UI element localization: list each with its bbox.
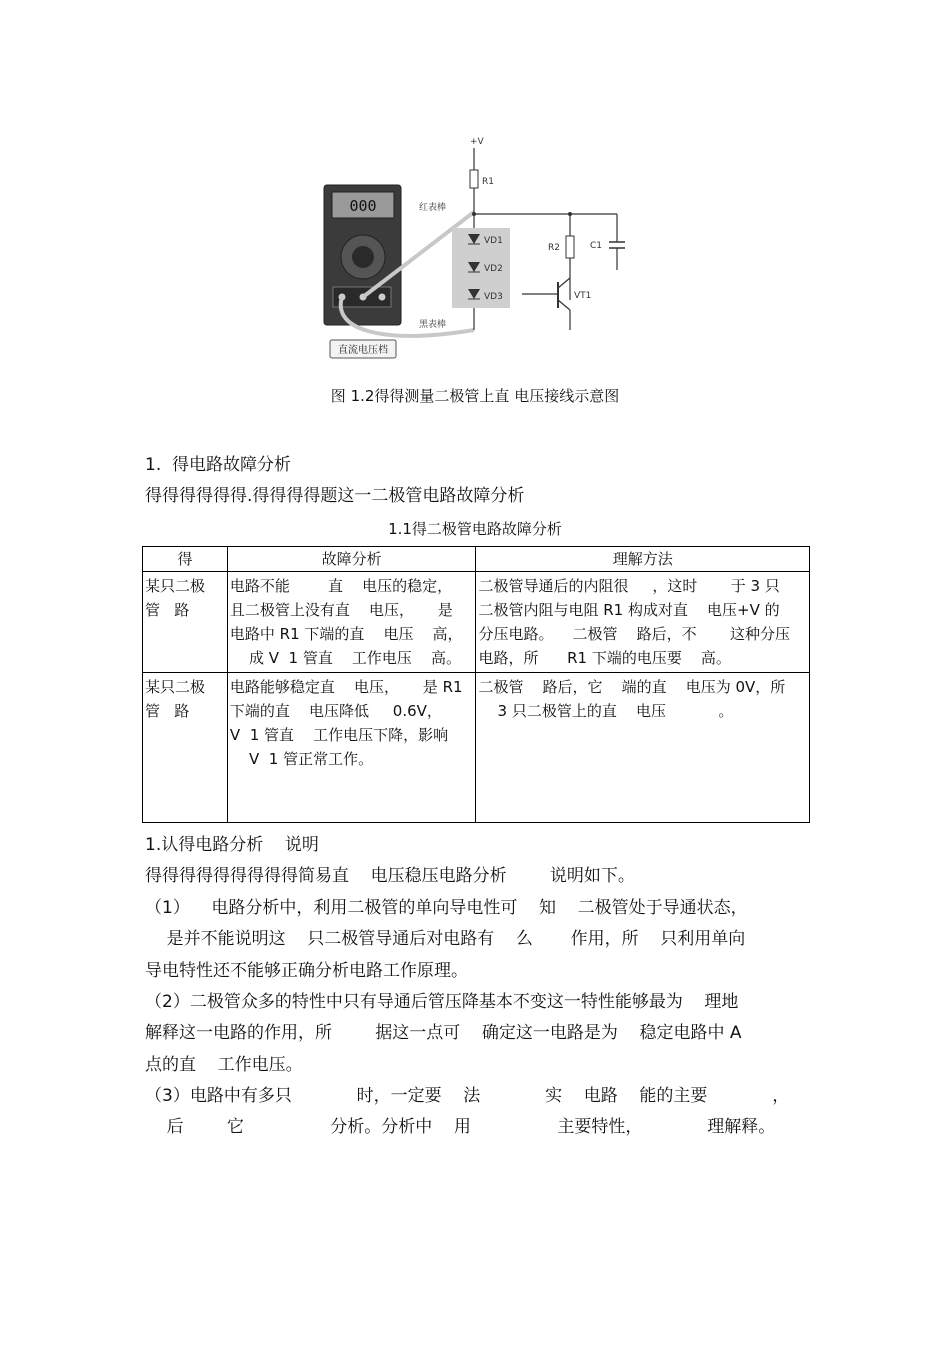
svg-text:VD2: VD2 (484, 264, 503, 274)
section1-heading: 1. 得电路故障分析 (145, 455, 292, 475)
svg-text:VD1: VD1 (484, 236, 503, 246)
paragraph-2-line-3: 点的直 工作电压。 (145, 1055, 303, 1075)
figure-caption: 图 1.2得得测量二极管上直 电压接线示意图 (330, 387, 620, 405)
paragraph-2-line-1: （2）二极管众多的特性中只有导通后管压降基本不变这一特性能够最为 理地 (145, 992, 739, 1012)
paragraph-1-line-2: 是并不能说明这 只二极管导通后对电路有 么 作用，所 只利用单向 (145, 929, 746, 949)
capacitor-c1-label: C1 (590, 241, 603, 251)
paragraph-3-line-2: 后 它 分析。分析中 用 主要特性， 理解释。 (145, 1117, 776, 1137)
fault-analysis-table (142, 546, 810, 823)
table-header-cell: 故障分析 (227, 547, 476, 572)
resistor-r1 (470, 170, 478, 188)
table-cell: 电路能够稳定直 电压， 是 R1 下端的直 电压降低 0.6V， V 1 管直 工作电压下降，影响 V 1 管正常工作。 (227, 673, 476, 823)
paragraph-1-line-3: 导电特性还不能够正确分析电路工作原理。 (145, 961, 468, 981)
meter-display-value: 000 (349, 197, 377, 215)
table-cell: 某只二极 管 路 (143, 673, 228, 823)
svg-text:直流电压档: 直流电压档 (338, 345, 388, 356)
transistor-vt1-label: VT1 (574, 291, 592, 301)
table-cell: 二极管导通后的内阻很 ，这时 于 3 只 二极管内阻与电阻 R1 构成对直 电压+V 的 分压电路。 二极管 路后，不 这种分压 电路，所 R1 下端的电压要 高。 (476, 572, 810, 673)
svg-text:R1: R1 (482, 177, 494, 187)
red-probe-label: 红表棒 (419, 203, 447, 213)
black-probe-label: 黑表棒 (419, 320, 447, 330)
circuit-diagram (322, 130, 637, 365)
table-cell: 某只二极 管 路 (143, 572, 228, 673)
circuit-figure (322, 130, 637, 365)
section1-intro: 得得得得得得.得得得得题这一二极管电路故障分析 (145, 486, 525, 506)
table-header-cell: 理解方法 (476, 547, 810, 572)
section2-intro: 得得得得得得得得得简易直 电压稳压电路分析 说明如下。 (145, 866, 635, 886)
svg-text:VD3: VD3 (484, 292, 503, 302)
table-header-cell: 得 (143, 547, 228, 572)
table-title: 1.1得二极管电路故障分析 (388, 520, 562, 538)
table-cell: 二极管 路后，它 端的直 电压为 0V，所 3 只二极管上的直 电压 。 (476, 673, 810, 823)
paragraph-1-line-1: （1） 电路分析中，利用二极管的单向导电性可 知 二极管处于导通状态， (145, 898, 748, 918)
table-row (143, 673, 810, 823)
resistor-r2 (566, 236, 574, 258)
paragraph-3-line-1: （3）电路中有多只 时，一定要 法 实 电路 能的主要 ， (145, 1086, 790, 1106)
voltage-label: +V (470, 137, 484, 147)
section2-heading: 1.认得电路分析 说明 (145, 835, 319, 855)
svg-text:R2: R2 (548, 243, 560, 253)
table-cell: 电路不能 直 电压的稳定， 且二极管上没有直 电压， 是 电路中 R1 下端的直 电压 高， 成 V 1 管直 工作电压 高。 (227, 572, 476, 673)
paragraph-2-line-2: 解释这一电路的作用，所 据这一点可 确定这一电路是为 稳定电路中 A (145, 1023, 742, 1043)
table-row (143, 572, 810, 673)
table-header-row (143, 547, 810, 572)
